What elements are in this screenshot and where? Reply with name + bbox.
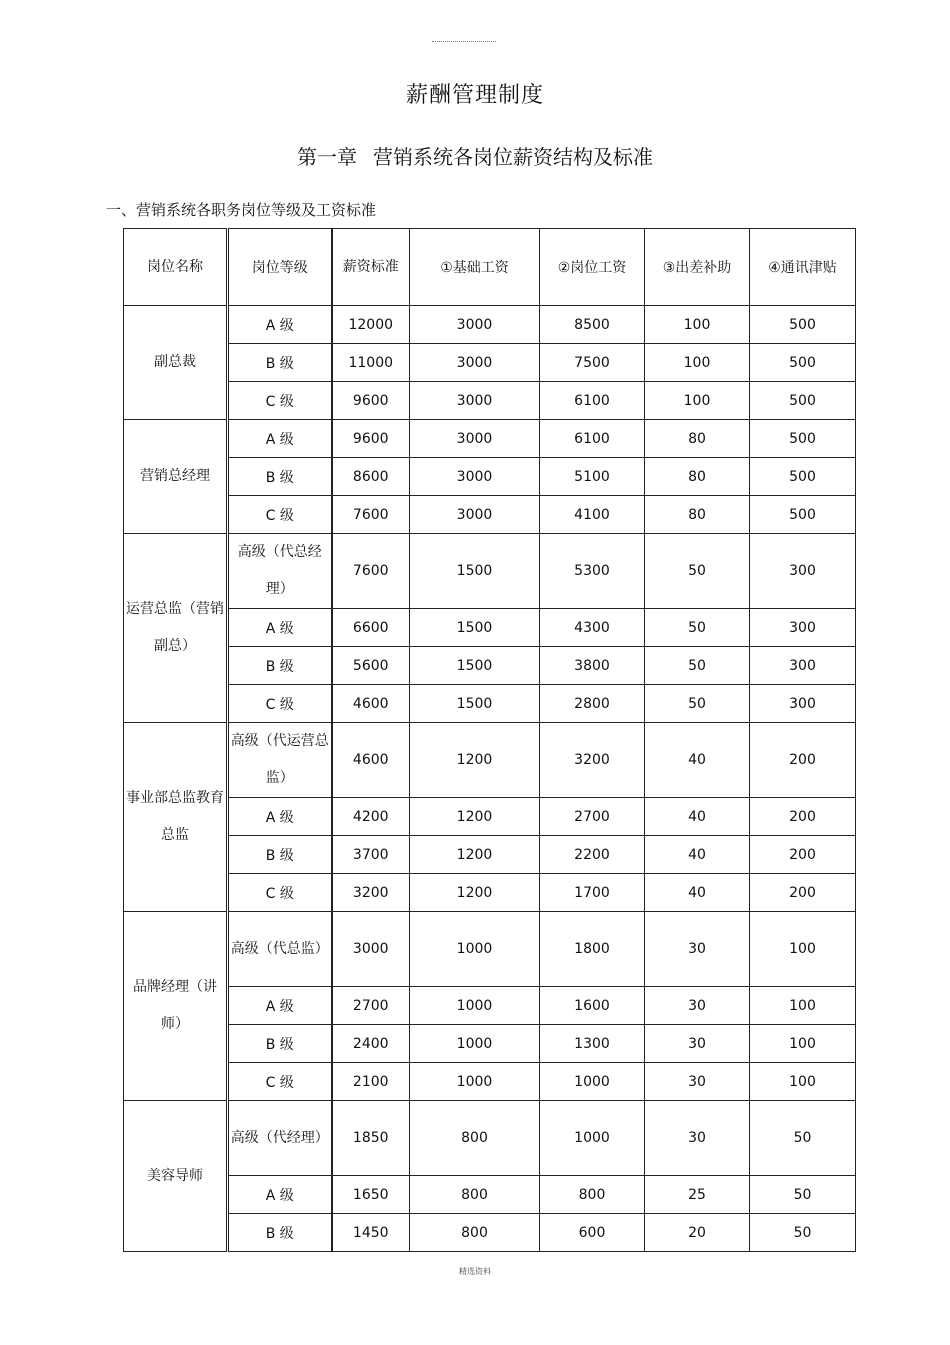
salary-standard-cell: 7600 (332, 496, 410, 534)
salary-standard-cell: 12000 (332, 306, 410, 344)
position-salary-cell: 3200 (540, 723, 645, 798)
position-salary-cell: 600 (540, 1214, 645, 1252)
communication-allowance-cell: 100 (750, 987, 856, 1025)
position-grade-cell: B 级 (228, 1214, 332, 1252)
travel-allowance-cell: 100 (645, 382, 750, 420)
salary-standard-cell: 3200 (332, 874, 410, 912)
travel-allowance-cell: 40 (645, 723, 750, 798)
base-salary-cell: 3000 (410, 458, 540, 496)
base-salary-cell: 1000 (410, 912, 540, 987)
table-row (124, 496, 856, 534)
position-name-cell: 品牌经理（讲师） (124, 912, 228, 1101)
travel-allowance-cell: 30 (645, 1025, 750, 1063)
table-row (124, 987, 856, 1025)
salary-standard-cell: 1650 (332, 1176, 410, 1214)
travel-allowance-cell: 80 (645, 420, 750, 458)
position-grade-cell: A 级 (228, 306, 332, 344)
section-heading: 一、营销系统各职务岗位等级及工资标准 (106, 201, 377, 219)
table-row (124, 1025, 856, 1063)
salary-standard-cell: 9600 (332, 382, 410, 420)
position-name-cell: 事业部总监教育总监 (124, 723, 228, 912)
position-salary-cell: 3800 (540, 647, 645, 685)
table-row (124, 344, 856, 382)
salary-standard-cell: 3700 (332, 836, 410, 874)
base-salary-cell: 1000 (410, 987, 540, 1025)
travel-allowance-cell: 20 (645, 1214, 750, 1252)
position-grade-cell: C 级 (228, 1063, 332, 1101)
position-name-cell: 营销总经理 (124, 420, 228, 534)
table-row (124, 534, 856, 609)
communication-allowance-cell: 50 (750, 1101, 856, 1176)
base-salary-cell: 3000 (410, 496, 540, 534)
table-row (124, 1214, 856, 1252)
table-row (124, 912, 856, 987)
travel-allowance-cell: 30 (645, 1063, 750, 1101)
salary-standard-cell: 4600 (332, 723, 410, 798)
position-grade-cell: 高级（代总监） (228, 912, 332, 987)
travel-allowance-cell: 80 (645, 496, 750, 534)
base-salary-cell: 3000 (410, 382, 540, 420)
table-row (124, 723, 856, 798)
travel-allowance-cell: 50 (645, 647, 750, 685)
position-salary-cell: 8500 (540, 306, 645, 344)
header-position-name: 岗位名称 (124, 229, 228, 306)
salary-standard-cell: 7600 (332, 534, 410, 609)
document-title: 薪酬管理制度 (405, 83, 544, 108)
travel-allowance-cell: 40 (645, 836, 750, 874)
base-salary-cell: 1200 (410, 723, 540, 798)
base-salary-cell: 800 (410, 1214, 540, 1252)
table-row (124, 1101, 856, 1176)
position-name-cell: 副总裁 (124, 306, 228, 420)
base-salary-cell: 1500 (410, 647, 540, 685)
communication-allowance-cell: 200 (750, 836, 856, 874)
table-row (124, 836, 856, 874)
table-row (124, 874, 856, 912)
position-grade-cell: B 级 (228, 1025, 332, 1063)
travel-allowance-cell: 50 (645, 609, 750, 647)
travel-allowance-cell: 30 (645, 912, 750, 987)
base-salary-cell: 800 (410, 1176, 540, 1214)
position-grade-cell: A 级 (228, 609, 332, 647)
table-row (124, 798, 856, 836)
position-salary-cell: 1700 (540, 874, 645, 912)
communication-allowance-cell: 500 (750, 382, 856, 420)
position-salary-cell: 2200 (540, 836, 645, 874)
chapter-title: 营销系统各岗位薪资结构及标准 (373, 145, 653, 169)
position-grade-cell: C 级 (228, 382, 332, 420)
position-grade-cell: C 级 (228, 496, 332, 534)
position-salary-cell: 800 (540, 1176, 645, 1214)
communication-allowance-cell: 50 (750, 1214, 856, 1252)
base-salary-cell: 1500 (410, 685, 540, 723)
salary-standard-cell: 8600 (332, 458, 410, 496)
header-travel-allowance: ③出差补助 (645, 229, 750, 306)
chapter-number: 第一章 (297, 145, 357, 169)
header-position-salary: ②岗位工资 (540, 229, 645, 306)
base-salary-cell: 1500 (410, 534, 540, 609)
communication-allowance-cell: 200 (750, 874, 856, 912)
table-row (124, 685, 856, 723)
travel-allowance-cell: 25 (645, 1176, 750, 1214)
chapter-heading (0, 141, 950, 170)
position-name-cell: 运营总监（营销副总） (124, 534, 228, 723)
base-salary-cell: 1200 (410, 798, 540, 836)
travel-allowance-cell: 50 (645, 534, 750, 609)
travel-allowance-cell: 100 (645, 344, 750, 382)
position-salary-cell: 4300 (540, 609, 645, 647)
position-salary-cell: 6100 (540, 420, 645, 458)
salary-standard-cell: 4200 (332, 798, 410, 836)
position-grade-cell: A 级 (228, 987, 332, 1025)
base-salary-cell: 1000 (410, 1063, 540, 1101)
salary-standard-cell: 5600 (332, 647, 410, 685)
position-grade-cell: B 级 (228, 458, 332, 496)
salary-standard-cell: 2700 (332, 987, 410, 1025)
salary-standard-cell: 4600 (332, 685, 410, 723)
table-row (124, 647, 856, 685)
header-dotted-rule (432, 41, 496, 42)
position-grade-cell: B 级 (228, 344, 332, 382)
communication-allowance-cell: 100 (750, 912, 856, 987)
base-salary-cell: 3000 (410, 344, 540, 382)
communication-allowance-cell: 200 (750, 798, 856, 836)
travel-allowance-cell: 30 (645, 987, 750, 1025)
table-row (124, 420, 856, 458)
communication-allowance-cell: 300 (750, 685, 856, 723)
position-grade-cell: A 级 (228, 420, 332, 458)
position-salary-cell: 4100 (540, 496, 645, 534)
base-salary-cell: 1200 (410, 836, 540, 874)
position-salary-cell: 1000 (540, 1063, 645, 1101)
travel-allowance-cell: 50 (645, 685, 750, 723)
communication-allowance-cell: 100 (750, 1063, 856, 1101)
communication-allowance-cell: 500 (750, 344, 856, 382)
base-salary-cell: 3000 (410, 306, 540, 344)
salary-standard-cell: 11000 (332, 344, 410, 382)
position-salary-cell: 5300 (540, 534, 645, 609)
base-salary-cell: 3000 (410, 420, 540, 458)
salary-standard-cell: 9600 (332, 420, 410, 458)
position-grade-cell: A 级 (228, 798, 332, 836)
position-name-cell: 美容导师 (124, 1101, 228, 1252)
salary-table (123, 228, 856, 1252)
travel-allowance-cell: 30 (645, 1101, 750, 1176)
position-grade-cell: B 级 (228, 647, 332, 685)
communication-allowance-cell: 300 (750, 534, 856, 609)
communication-allowance-cell: 200 (750, 723, 856, 798)
communication-allowance-cell: 500 (750, 306, 856, 344)
position-salary-cell: 2700 (540, 798, 645, 836)
position-salary-cell: 7500 (540, 344, 645, 382)
position-salary-cell: 5100 (540, 458, 645, 496)
position-salary-cell: 1800 (540, 912, 645, 987)
communication-allowance-cell: 500 (750, 420, 856, 458)
header-position-grade: 岗位等级 (228, 229, 332, 306)
position-grade-cell: C 级 (228, 685, 332, 723)
table-row (124, 306, 856, 344)
communication-allowance-cell: 50 (750, 1176, 856, 1214)
base-salary-cell: 1500 (410, 609, 540, 647)
position-salary-cell: 1600 (540, 987, 645, 1025)
table-header-row (124, 229, 856, 306)
base-salary-cell: 800 (410, 1101, 540, 1176)
position-grade-cell: 高级（代总经理） (228, 534, 332, 609)
travel-allowance-cell: 100 (645, 306, 750, 344)
table-row (124, 382, 856, 420)
salary-standard-cell: 1450 (332, 1214, 410, 1252)
position-grade-cell: 高级（代经理） (228, 1101, 332, 1176)
table-row (124, 1176, 856, 1214)
position-grade-cell: 高级（代运营总监） (228, 723, 332, 798)
position-salary-cell: 2800 (540, 685, 645, 723)
header-salary-standard: 薪资标准 (332, 229, 410, 306)
communication-allowance-cell: 300 (750, 609, 856, 647)
footer-text: 精选资料 (459, 1267, 491, 1276)
base-salary-cell: 1200 (410, 874, 540, 912)
salary-standard-cell: 2100 (332, 1063, 410, 1101)
table-row (124, 609, 856, 647)
travel-allowance-cell: 40 (645, 798, 750, 836)
travel-allowance-cell: 40 (645, 874, 750, 912)
salary-standard-cell: 1850 (332, 1101, 410, 1176)
table-row (124, 1063, 856, 1101)
base-salary-cell: 1000 (410, 1025, 540, 1063)
table-row (124, 458, 856, 496)
travel-allowance-cell: 80 (645, 458, 750, 496)
communication-allowance-cell: 100 (750, 1025, 856, 1063)
communication-allowance-cell: 500 (750, 458, 856, 496)
salary-standard-cell: 6600 (332, 609, 410, 647)
position-salary-cell: 6100 (540, 382, 645, 420)
salary-standard-cell: 3000 (332, 912, 410, 987)
position-salary-cell: 1300 (540, 1025, 645, 1063)
salary-standard-cell: 2400 (332, 1025, 410, 1063)
header-communication-allowance: ④通讯津贴 (750, 229, 856, 306)
position-grade-cell: B 级 (228, 836, 332, 874)
header-base-salary: ①基础工资 (410, 229, 540, 306)
position-grade-cell: C 级 (228, 874, 332, 912)
communication-allowance-cell: 300 (750, 647, 856, 685)
position-grade-cell: A 级 (228, 1176, 332, 1214)
communication-allowance-cell: 500 (750, 496, 856, 534)
position-salary-cell: 1000 (540, 1101, 645, 1176)
